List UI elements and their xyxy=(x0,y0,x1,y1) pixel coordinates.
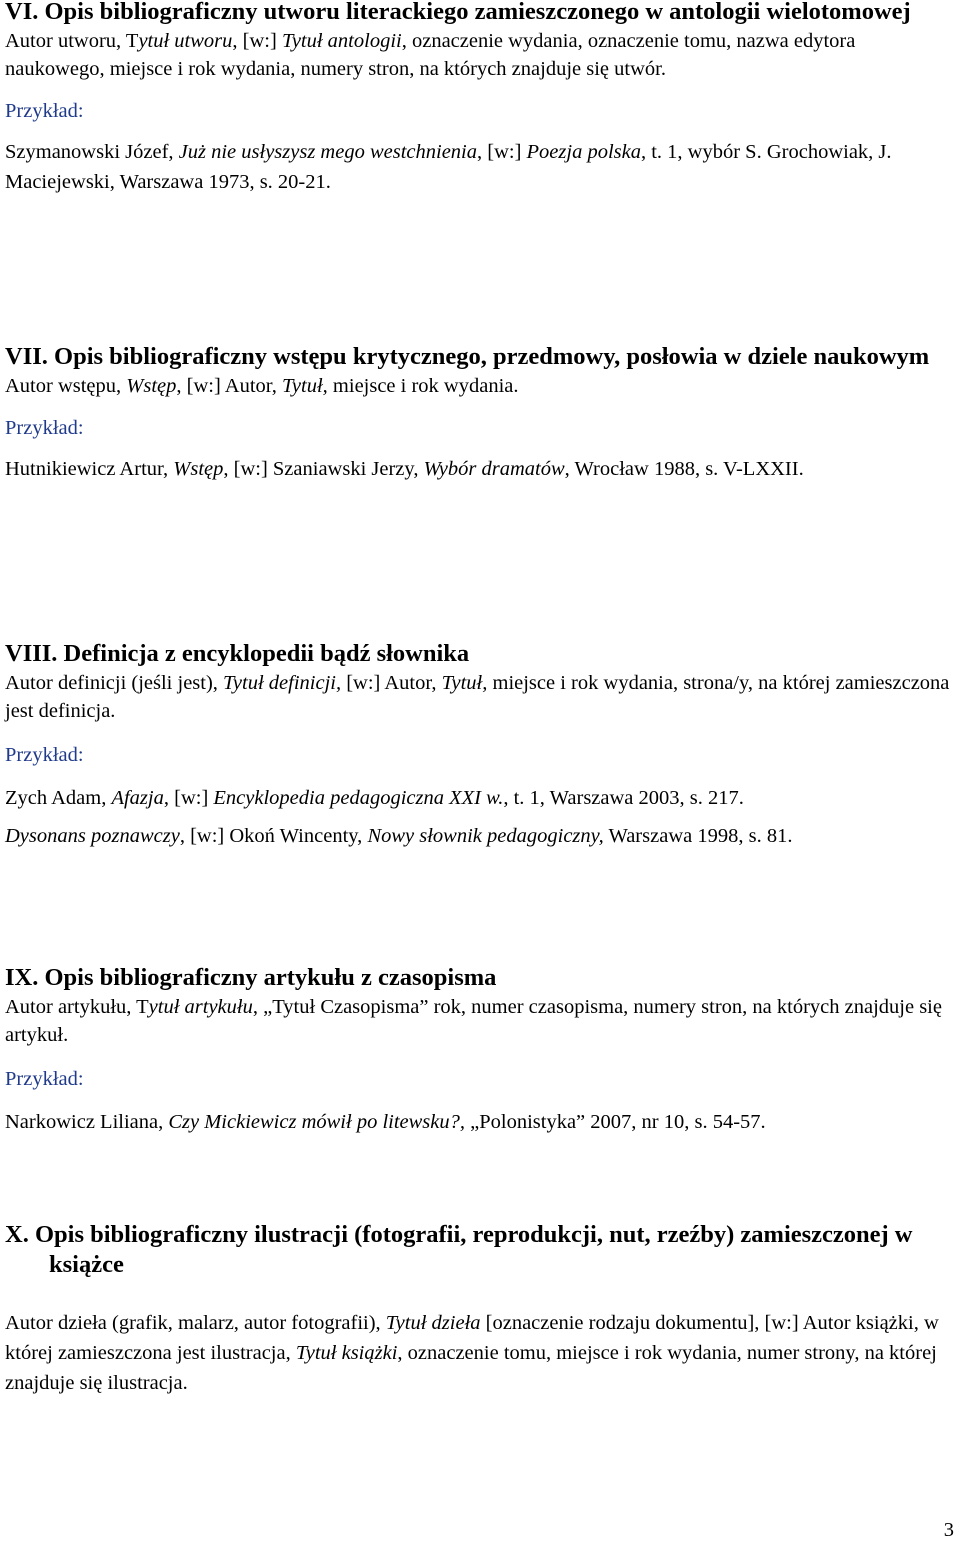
example-entry xyxy=(5,821,955,851)
entry-text: , Wrocław 1988, s. V-LXXII. xyxy=(564,458,804,480)
section-vi xyxy=(5,0,955,197)
section-title: Opis bibliograficzny ilustracji (fotografii, reprodukcji, nut, rzeźby) zamieszczonej w książce xyxy=(34,1221,913,1278)
entry-italic: Czy Mickiewicz mówił po litewsku?, xyxy=(168,1111,465,1133)
entry-text: , t. 1, Warszawa 2003, s. 217. xyxy=(503,787,744,809)
desc-text: Autor wstępu, xyxy=(5,375,127,397)
section-description xyxy=(5,1308,955,1398)
entry-italic: Wybór dramatów xyxy=(423,458,565,480)
example-label: Przykład: xyxy=(5,744,84,766)
entry-italic: Nowy słownik pedagogiczny, xyxy=(367,825,604,847)
desc-italic: Wstęp xyxy=(126,375,177,397)
desc-italic: Tytuł dzieła xyxy=(385,1312,481,1334)
example-label: Przykład: xyxy=(5,1068,84,1090)
entry-text: , [w:] xyxy=(163,787,214,809)
entry-text: , [w:] Szaniawski Jerzy, xyxy=(223,458,424,480)
entry-italic: Afazja xyxy=(111,787,164,809)
example-label: Przykład: xyxy=(5,100,84,122)
example-entry xyxy=(5,137,955,197)
desc-italic: ytuł artykułu xyxy=(148,996,253,1018)
desc-text: Autor artykułu, T xyxy=(5,996,149,1018)
section-heading xyxy=(5,963,955,993)
entry-text: , [w:] Okoń Wincenty, xyxy=(179,825,368,847)
entry-text: , [w:] xyxy=(477,141,527,163)
section-description xyxy=(5,993,955,1049)
section-description xyxy=(5,372,955,400)
section-title: Opis bibliograficzny utworu literackiego zamieszczonego w antologii wielotomowej xyxy=(44,0,911,25)
entry-text: Narkowicz Liliana, xyxy=(5,1111,169,1133)
section-heading xyxy=(5,1220,955,1280)
section-number: VIII. xyxy=(5,640,58,667)
example-label: Przykład: xyxy=(5,417,84,439)
entry-italic: Dysonans poznawczy xyxy=(5,825,180,847)
section-heading xyxy=(5,0,955,27)
section-number: IX. xyxy=(5,964,39,991)
section-ix xyxy=(5,963,955,1137)
desc-text: Autor dzieła (grafik, malarz, autor fotografii), xyxy=(5,1312,386,1334)
desc-text: Autor definicji (jeśli jest), xyxy=(5,672,224,694)
entry-text: , t. 1, wybór S. Grochowiak, J. Maciejewski, Warszawa 1973, s. 20-21. xyxy=(5,141,892,193)
entry-italic: Encyklopedia pedagogiczna XXI w. xyxy=(213,787,504,809)
section-description xyxy=(5,669,955,725)
desc-text: , „Tytuł Czasopisma” rok, numer czasopisma, numery stron, na których znajduje się artykuł. xyxy=(5,996,942,1046)
example-entry xyxy=(5,454,955,484)
section-number: VI. xyxy=(5,0,39,25)
desc-text: , oznaczenie tomu, miejsce i rok wydania, numer strony, na której znajduje się ilustracja. xyxy=(5,1342,937,1394)
section-description xyxy=(5,27,955,83)
section-heading xyxy=(5,639,955,669)
desc-italic: ytuł utworu xyxy=(138,30,233,52)
desc-text: [w:] Autor, xyxy=(341,672,442,694)
section-viii xyxy=(5,639,955,851)
section-title: Definicja z encyklopedii bądź słownika xyxy=(63,640,470,667)
desc-italic: Tytuł, xyxy=(282,375,328,397)
entry-text: Warszawa 1998, s. 81. xyxy=(603,825,793,847)
entry-text: Zych Adam, xyxy=(5,787,112,809)
example-entry xyxy=(5,1107,955,1137)
entry-italic: Wstęp xyxy=(173,458,224,480)
section-title: Opis bibliograficzny artykułu z czasopisma xyxy=(44,964,497,991)
desc-text: , [w:] Autor, xyxy=(176,375,283,397)
desc-text: [oznaczenie rodzaju dokumentu], [w:] Autor książki, w której zamieszczona jest ilustracja, xyxy=(5,1312,939,1364)
section-number: VII. xyxy=(5,343,48,370)
entry-italic: Już nie usłyszysz mego westchnienia xyxy=(178,141,477,163)
section-number: X. xyxy=(5,1221,29,1248)
desc-italic: Tytuł antologii xyxy=(281,30,402,52)
desc-italic: Tytuł książki xyxy=(295,1342,398,1364)
entry-text: Hutnikiewicz Artur, xyxy=(5,458,174,480)
entry-text: „Polonistyka” 2007, nr 10, s. 54-57. xyxy=(465,1111,766,1133)
section-vii xyxy=(5,342,955,484)
entry-italic: Poezja polska xyxy=(526,141,641,163)
section-x xyxy=(5,1220,955,1398)
desc-text: , [w:] xyxy=(232,30,282,52)
example-entry xyxy=(5,783,955,813)
desc-text: miejsce i rok wydania. xyxy=(327,375,519,397)
page-number: 3 xyxy=(943,1519,954,1541)
desc-text: , oznaczenie wydania, oznaczenie tomu, nazwa edytora naukowego, miejsce i rok wydania, numery stron, na których znajduje się utwór. xyxy=(5,30,856,80)
entry-text: Szymanowski Józef, xyxy=(5,141,179,163)
desc-text: Autor utworu, T xyxy=(5,30,139,52)
section-heading xyxy=(5,342,955,372)
section-title: Opis bibliograficzny wstępu krytycznego, przedmowy, posłowia w dziele naukowym xyxy=(54,343,930,370)
desc-italic: Tytuł, xyxy=(441,672,488,694)
desc-italic: Tytuł definicji, xyxy=(223,672,342,694)
desc-text: miejsce i rok wydania, strona/y, na której zamieszczona jest definicja. xyxy=(5,672,950,722)
